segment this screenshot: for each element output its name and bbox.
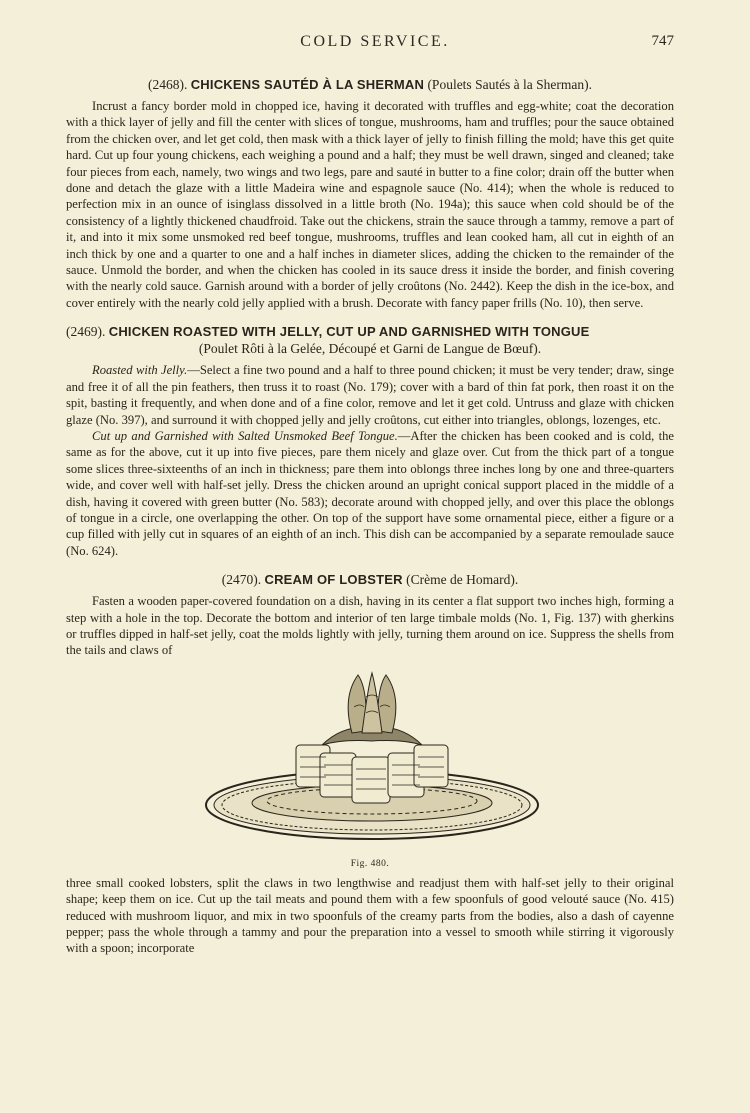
figure-caption: Fig. 480. [350,858,390,869]
recipe-heading [66,323,674,340]
paragraph-text: —After the chicken has been cooked and is cold, the same as for the above, cut it up into five pieces, pare them nicely and glaze over. Cut from the thick part of a tongue some slices three-sixteenths of an inch in thickness; pare them into oblongs three inches long by one and three-quarters wide, and cover well with half-set jelly. Dress the chicken around an upright conical support placed in the middle of a dish, having it covered with green butter (No. 583); decorate around with chopped jelly, and over this place the oblongs of tongue in a circle, one overlapping the other. On top of the support have some ornamental piece, either a figure or a cup filled with jelly cut in squares of an eighth of an inch. This dish can be accompanied by a separate remoulade sauce (No. 624). [66,428,674,558]
recipe-title: CREAM OF LOBSTER [264,572,403,588]
recipe-paragraph: Fasten a wooden paper-covered foundation on a dish, having in its center a flat support two inches high, forming a step with a hole in the top. Decorate the bottom and interior of ten large timbale molds (No. 1, Fig. 137) with gherkins or truffles dipped in half-set jelly, coat the molds lightly with jelly, turning them around on ice. Suppress the shells from the tails and claws of [66,594,674,658]
recipe-paragraph-continued: three small cooked lobsters, split the claws in two lengthwise and readjust them with half-set jelly to their original shape; keep them on ice. Cut up the tail meats and pound them with a few spoonfuls of good velouté sauce (No. 415) reduced with mushroom liquor, and mix in two spoonfuls of the creamy parts from the bodies, also a dash of cayenne pepper; pass the whole through a tammy and pour the preparation into a vessel to smooth while stirring it vigorously with a spoon; incorporate [66,875,674,956]
recipe-title: CHICKEN ROASTED WITH JELLY, CUT UP AND GARNISHED WITH TONGUE [108,324,590,340]
cream-of-lobster-engraving [202,667,542,847]
paragraph-text: —Select a fine two pound and a half to three pound chicken; it must be very tender; draw, singe and free it of all the pin feathers, then truss it to roast (No. 179); cover with a bard of thin fat pork, then roast it on the spit, basting it frequently, and when done and of a fine color, remove and let it get cold. Untruss and glaze with chicken glaze (No. 397), and surround it with chopped jelly and jelly croûtons, cut either into triangles, oblongs, lozenges, etc. [66,363,674,427]
figure-illustration [66,667,674,857]
paragraph-lead: Roasted with Jelly. [92,363,188,378]
recipe-paragraph [66,428,674,559]
recipe-number: (2468). [147,77,188,92]
recipe-number: (2469). [66,324,106,340]
recipe-2470 [66,571,674,957]
running-head-title: COLD SERVICE. [300,33,450,50]
recipe-paragraph: Incrust a fancy border mold in chopped ice, having it decorated with truffles and egg-white; coat the decoration with a thick layer of jelly and fill the center with slices of tongue, mushrooms, ham and truffles; pour the sauce obtained from the chicken over, and let get cold, then mask with a thick layer of jelly to finish filling the mold; have this get quite hard. Cut up four young chickens, each weighing a pound and a half; they must be well drawn, singed and cleaned; take four pieces from each, namely, two wings and two legs, pare and sauté in butter to a fine color; drain off the butter when done and detach the glaze with a little Madeira wine and espagnole sauce (No. 414); when the whole is reduced to perfection mix in an ounce of isinglass dissolved in a little broth (No. 194a); this sauce when cold should be of the consistency of a lightly thickened chaudfroid. Take out the chickens, strain the sauce through a tammy, remove a part of it, and into it mix some unsmoked red beef tongue, mushrooms, truffles and lean cooked ham, all cut in eighth of an inch thick by one and a quarter to one and a half inches in diameter slices, adding the chicken to the remainder of the sauce. Unmold the border, and when the chicken has cooled in its sauce dress it inside the border, and finish covering with the nearly cold sauce. Garnish around with a border of jelly croûtons (No. 2442). Keep the dish in the ice-box, and cover entirely with the nearly cold jelly applied with a brush. Decorate with fancy paper frills (No. 10), then serve. [66,99,674,310]
recipe-subtitle: (Poulet Rôti à la Gelée, Découpé et Garni de Langue de Bœuf). [198,341,542,357]
page-number: 747 [651,33,674,49]
recipe-subtitle: (Poulets Sautés à la Sherman). [427,77,593,92]
recipe-heading [66,571,674,588]
recipe-paragraph [66,362,674,428]
recipe-number: (2470). [221,572,262,588]
recipe-2469 [66,323,674,559]
recipe-heading [66,76,674,93]
recipe-subtitle: (Crème de Homard). [406,572,519,588]
recipe-title: CHICKENS SAUTÉD À LA SHERMAN [190,77,425,92]
page-content [66,76,674,969]
running-head [0,33,750,57]
recipe-2468 [66,76,674,311]
recipe-subtitle-line [66,340,674,357]
paragraph-lead: Cut up and Garnished with Salted Unsmoked Beef Tongue. [92,428,398,443]
